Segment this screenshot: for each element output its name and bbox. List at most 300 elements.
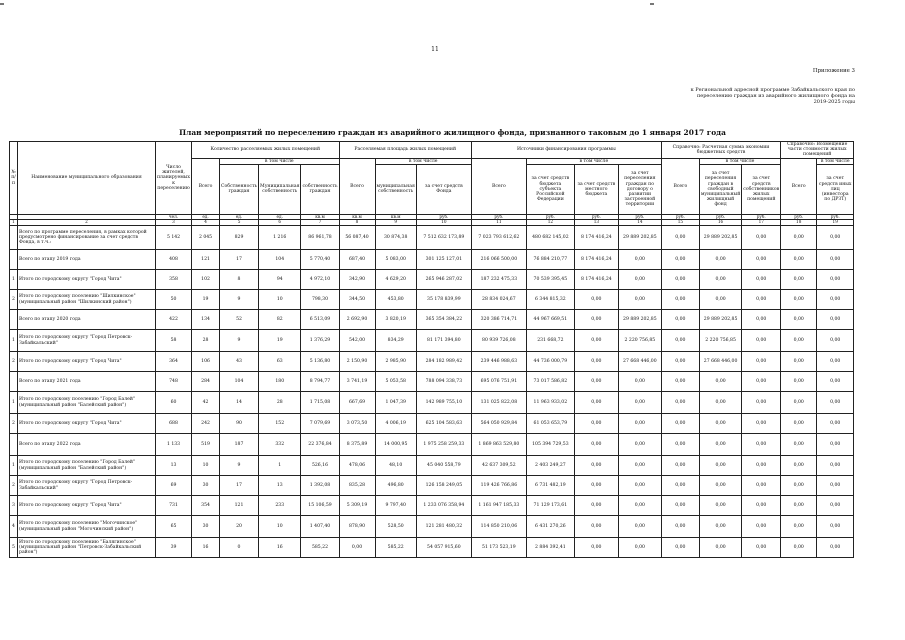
column-number-cell: 1 [10, 220, 18, 226]
value-cell: 687,40 [339, 250, 375, 270]
value-cell: 13 [156, 456, 192, 476]
value-cell: 0 [220, 538, 259, 558]
value-cell: 142 989 755,10 [416, 392, 471, 414]
table-row [10, 310, 854, 330]
row-number-cell: 1 [10, 330, 18, 352]
value-cell: 9 [220, 456, 259, 476]
value-cell: 104 [220, 372, 259, 392]
value-cell: 0,00 [618, 290, 661, 310]
unit-cell: кв.м [339, 214, 375, 220]
row-name-cell: Итого по городскому поселению "Город Балей" (муниципальный район "Балейский район") [18, 456, 156, 476]
value-cell: 0,00 [661, 392, 699, 414]
column-number-cell: 19 [817, 220, 854, 226]
document-title: План мероприятий по переселению граждан из аварийного жилищного фонда, признанного таковым до 1 января 2017 года [179, 128, 726, 137]
row-name-cell: Всего по этапу 2020 года [18, 310, 156, 330]
header-area-own: собственность граждан [301, 164, 339, 214]
value-cell: 43 [220, 352, 259, 372]
value-cell: 0,00 [574, 310, 618, 330]
value-cell: 0,00 [699, 496, 741, 516]
row-number-cell [10, 310, 18, 330]
column-number-cell: 10 [416, 220, 471, 226]
value-cell: 126 158 249,05 [416, 476, 471, 496]
column-number-cell: 16 [699, 220, 741, 226]
row-name-cell: Итого по городскому округу "Город Петровск-Забайкальский" [18, 476, 156, 496]
value-cell: 788 094 338,73 [416, 372, 471, 392]
value-cell: 0,00 [742, 372, 781, 392]
value-cell: 6 431 270,26 [526, 516, 574, 538]
value-cell: 1 047,39 [375, 392, 416, 414]
table-row [10, 538, 854, 558]
column-number-cell: 5 [220, 220, 259, 226]
value-cell: 0,00 [699, 538, 741, 558]
value-cell: 54 057 915,60 [416, 538, 471, 558]
value-cell: 2 403 249,27 [526, 456, 574, 476]
header-comp-b: за счет средств иных лиц (инвестора по ДРЗТ) [817, 164, 854, 214]
value-cell: 56 087,40 [339, 226, 375, 250]
value-cell: 320 386 714,71 [471, 310, 526, 330]
value-cell: 30 874,38 [375, 226, 416, 250]
row-name-cell: Итого по городскому округу "Город Чита" [18, 270, 156, 290]
value-cell: 29 889 202,85 [618, 226, 661, 250]
value-cell: 5 083,00 [375, 250, 416, 270]
column-number-cell: 15 [661, 220, 699, 226]
unit-cell: чел. [156, 214, 192, 220]
value-cell: 0,00 [742, 434, 781, 456]
value-cell: 0,00 [781, 496, 817, 516]
value-cell: 0,00 [742, 456, 781, 476]
value-cell: 585,22 [375, 538, 416, 558]
value-cell: 0,00 [661, 434, 699, 456]
value-cell: 0,00 [742, 290, 781, 310]
value-cell: 0,00 [574, 290, 618, 310]
header-funding-group: Источники финансирования программы [471, 142, 661, 159]
value-cell: 10 [259, 516, 301, 538]
value-cell: 0,00 [574, 330, 618, 352]
value-cell: 30 [192, 476, 220, 496]
row-number-cell [10, 372, 18, 392]
value-cell: 2 150,90 [339, 352, 375, 372]
value-cell: 1 975 258 259,33 [416, 434, 471, 456]
value-cell: 51 173 523,19 [471, 538, 526, 558]
value-cell: 5 770,40 [301, 250, 339, 270]
value-cell: 0,00 [661, 290, 699, 310]
value-cell: 5 142 [156, 226, 192, 250]
unit-cell: руб. [699, 214, 741, 220]
value-cell: 0,00 [661, 250, 699, 270]
row-number-cell: 5 [10, 538, 18, 558]
scan-mark-left [0, 3, 4, 5]
value-cell: 0,00 [781, 250, 817, 270]
header-fund-local: за счет средств местного бюджета [574, 164, 618, 214]
value-cell: 0,00 [661, 414, 699, 434]
table-row [10, 392, 854, 414]
value-cell: 14 [220, 392, 259, 414]
value-cell: 0,00 [781, 270, 817, 290]
value-cell: 2 692,90 [339, 310, 375, 330]
value-cell: 564 050 929,84 [471, 414, 526, 434]
row-name-cell: Итого по городскому округу "Город Чита" [18, 496, 156, 516]
value-cell: 798,30 [301, 290, 339, 310]
value-cell: 748 [156, 372, 192, 392]
value-cell: 453,80 [375, 290, 416, 310]
value-cell: 667,69 [339, 392, 375, 414]
value-cell: 0,00 [618, 414, 661, 434]
value-cell: 69 [156, 476, 192, 496]
value-cell: 8 174 416,24 [574, 250, 618, 270]
table-row [10, 250, 854, 270]
value-cell: 81 171 394,80 [416, 330, 471, 352]
row-name-cell: Всего по этапу 2019 года [18, 250, 156, 270]
value-cell: 63 [259, 352, 301, 372]
value-cell: 231 668,72 [526, 330, 574, 352]
value-cell: 114 850 210,06 [471, 516, 526, 538]
value-cell: 265 946 287,02 [416, 270, 471, 290]
header-fund-incl: в том числе [526, 158, 661, 164]
value-cell: 0,00 [661, 270, 699, 290]
value-cell: 0,00 [661, 372, 699, 392]
value-cell: 0,00 [742, 414, 781, 434]
value-cell: 73 017 586,82 [526, 372, 574, 392]
value-cell: 0,00 [699, 372, 741, 392]
value-cell: 29 889 202,85 [699, 226, 741, 250]
table-body [10, 226, 854, 558]
value-cell: 0,00 [817, 434, 854, 456]
value-cell: 0,00 [618, 456, 661, 476]
value-cell: 2 220 756,85 [699, 330, 741, 352]
value-cell: 233 [259, 496, 301, 516]
value-cell: 0,00 [817, 330, 854, 352]
value-cell: 1 [259, 456, 301, 476]
header-calc-b: за счет переселения граждан в свободный муниципальный жилищный фонд [699, 164, 741, 214]
value-cell: 106 [192, 352, 220, 372]
value-cell: 408 [156, 250, 192, 270]
value-cell: 39 [156, 538, 192, 558]
appendix-label: Приложение 3 [812, 68, 855, 74]
header-ref-calc-group: Справочно: Расчетная сумма экономии бюджетных средств [661, 142, 780, 159]
header-rooms-own: Собственность граждан [220, 164, 259, 214]
value-cell: 0,00 [817, 290, 854, 310]
value-cell: 526,16 [301, 456, 339, 476]
row-name-cell: Итого по городскому поселению "Город Балей" (муниципальный район "Балейский район") [18, 392, 156, 414]
value-cell: 2 985,90 [375, 352, 416, 372]
row-number-cell [10, 434, 18, 456]
value-cell: 2 220 756,85 [618, 330, 661, 352]
value-cell: 0,00 [781, 538, 817, 558]
value-cell: 119 426 766,86 [471, 476, 526, 496]
column-number-cell: 4 [192, 220, 220, 226]
value-cell: 17 [220, 476, 259, 496]
value-cell: 1 407,40 [301, 516, 339, 538]
value-cell: 342,90 [339, 270, 375, 290]
row-name-cell: Итого по городскому округу "Город Чита" [18, 414, 156, 434]
value-cell: 131 025 822,08 [471, 392, 526, 414]
row-number-cell: 2 [10, 290, 18, 310]
row-name-cell: Всего по этапу 2021 года [18, 372, 156, 392]
table-row [10, 434, 854, 456]
value-cell: 0,00 [742, 392, 781, 414]
value-cell: 0,00 [618, 538, 661, 558]
value-cell: 121 [220, 496, 259, 516]
value-cell: 50 [156, 290, 192, 310]
value-cell: 0,00 [742, 476, 781, 496]
value-cell: 0,00 [618, 434, 661, 456]
unit-cell: руб. [574, 214, 618, 220]
unit-cell: руб. [661, 214, 699, 220]
row-name-cell: Итого по городскому округу "Город Чита" [18, 352, 156, 372]
value-cell: 0,00 [817, 414, 854, 434]
value-cell: 0,00 [699, 392, 741, 414]
table-row [10, 414, 854, 434]
value-cell: 0,00 [574, 352, 618, 372]
value-cell: 1 233 076 358,94 [416, 496, 471, 516]
value-cell: 58 [156, 330, 192, 352]
value-cell: 86 961,78 [301, 226, 339, 250]
value-cell: 0,00 [339, 538, 375, 558]
value-cell: 0,00 [618, 372, 661, 392]
value-cell: 422 [156, 310, 192, 330]
value-cell: 0,00 [742, 496, 781, 516]
value-cell: 82 [259, 310, 301, 330]
value-cell: 71 129 173,61 [526, 496, 574, 516]
table-row [10, 330, 854, 352]
column-number-cell: 18 [781, 220, 817, 226]
value-cell: 9 [220, 290, 259, 310]
header-fund-subject: за счет средств бюджета субъекта Российской Федерации [526, 164, 574, 214]
value-cell: 0,00 [781, 372, 817, 392]
unit-cell: руб. [742, 214, 781, 220]
value-cell: 365 354 384,22 [416, 310, 471, 330]
value-cell: 0,00 [781, 310, 817, 330]
value-cell: 0,00 [574, 516, 618, 538]
value-cell: 0,00 [699, 250, 741, 270]
resettlement-plan-table [9, 141, 854, 558]
header-comp-a: за счет средств собственников жилых помещений [742, 164, 781, 214]
value-cell: 528,50 [375, 516, 416, 538]
value-cell: 27 668 446,00 [618, 352, 661, 372]
value-cell: 0,00 [742, 352, 781, 372]
value-cell: 0,00 [699, 290, 741, 310]
value-cell: 0,00 [817, 250, 854, 270]
value-cell: 152 [259, 414, 301, 434]
value-cell: 0,00 [781, 392, 817, 414]
value-cell: 28 [192, 330, 220, 352]
value-cell: 187 232 475,33 [471, 270, 526, 290]
value-cell: 22 376,84 [301, 434, 339, 456]
value-cell: 496,80 [375, 476, 416, 496]
header-area-total: Всего [339, 158, 375, 214]
unit-cell: руб. [618, 214, 661, 220]
row-name-cell: Итого по городскому поселению "Шилкинское" (муниципальный район "Шилкинский район") [18, 290, 156, 310]
header-area-group: Расселяемая площадь жилых помещений [339, 142, 471, 159]
value-cell: 4 629,20 [375, 270, 416, 290]
unit-cell: руб. [526, 214, 574, 220]
value-cell: 0,00 [781, 330, 817, 352]
header-residents: Число жителей, планируемых к переселению [156, 142, 192, 215]
value-cell: 0,00 [817, 538, 854, 558]
value-cell: 80 939 726,08 [471, 330, 526, 352]
value-cell: 6 731 482,19 [526, 476, 574, 496]
row-name-cell: Итого по городскому поселению "Балягинское" (муниципальный район "Петровск-Забайкальский район") [18, 538, 156, 558]
value-cell: 9 [220, 330, 259, 352]
value-cell: 45 040 558,79 [416, 456, 471, 476]
value-cell: 829 [220, 226, 259, 250]
row-number-cell: 2 [10, 414, 18, 434]
value-cell: 585,22 [301, 538, 339, 558]
table-row [10, 496, 854, 516]
value-cell: 29 889 202,85 [618, 310, 661, 330]
value-cell: 30 [192, 516, 220, 538]
value-cell: 3 073,50 [339, 414, 375, 434]
value-cell: 20 [220, 516, 259, 538]
value-cell: 332 [259, 434, 301, 456]
value-cell: 70 539 395,45 [526, 270, 574, 290]
value-cell: 102 [192, 270, 220, 290]
value-cell: 7 512 632 173,89 [416, 226, 471, 250]
value-cell: 1 869 863 529,80 [471, 434, 526, 456]
header-fund-total: Всего [471, 158, 526, 214]
value-cell: 180 [259, 372, 301, 392]
value-cell: 3 741,19 [339, 372, 375, 392]
value-cell: 0,00 [699, 270, 741, 290]
row-number-cell: 2 [10, 352, 18, 372]
value-cell: 0,00 [781, 226, 817, 250]
value-cell: 14 000,95 [375, 434, 416, 456]
header-rooms-incl: в том числе [220, 158, 339, 164]
program-reference: к Региональной адресной программе Забайкальского края по переселению граждан из аварийного жилищного фонда на 2019-2025 годы [690, 87, 855, 106]
header-rooms-total: Всего [192, 158, 220, 214]
value-cell: 8 375,89 [339, 434, 375, 456]
row-number-cell: 1 [10, 456, 18, 476]
column-number-cell: 3 [156, 220, 192, 226]
value-cell: 11 963 933,02 [526, 392, 574, 414]
value-cell: 76 884 210,77 [526, 250, 574, 270]
table-row [10, 372, 854, 392]
value-cell: 6 513,09 [301, 310, 339, 330]
value-cell: 5 309,19 [339, 496, 375, 516]
value-cell: 0,00 [618, 270, 661, 290]
value-cell: 239 446 988,63 [471, 352, 526, 372]
value-cell: 19 [192, 290, 220, 310]
value-cell: 0,00 [817, 392, 854, 414]
value-cell: 105 394 729,53 [526, 434, 574, 456]
table-row [10, 476, 854, 496]
column-number-cell: 13 [574, 220, 618, 226]
value-cell: 0,00 [699, 434, 741, 456]
value-cell: 28 [259, 392, 301, 414]
column-number-cell: 17 [742, 220, 781, 226]
value-cell: 0,00 [781, 290, 817, 310]
value-cell: 61 053 653,79 [526, 414, 574, 434]
table-row [10, 270, 854, 290]
value-cell: 17 [220, 250, 259, 270]
value-cell: 0,00 [817, 496, 854, 516]
value-cell: 9 797,40 [375, 496, 416, 516]
value-cell: 0,00 [661, 516, 699, 538]
value-cell: 42 [192, 392, 220, 414]
value-cell: 1 133 [156, 434, 192, 456]
value-cell: 542,00 [339, 330, 375, 352]
value-cell: 0,00 [817, 456, 854, 476]
value-cell: 0,00 [817, 270, 854, 290]
unit-cell: руб. [781, 214, 817, 220]
value-cell: 0,00 [742, 270, 781, 290]
row-number-cell: 2 [10, 476, 18, 496]
value-cell: 1 216 [259, 226, 301, 250]
value-cell: 0,00 [781, 434, 817, 456]
value-cell: 104 [259, 250, 301, 270]
value-cell: 0,00 [661, 476, 699, 496]
row-number-cell [10, 250, 18, 270]
value-cell: 1 161 947 185,33 [471, 496, 526, 516]
value-cell: 0,00 [618, 476, 661, 496]
value-cell: 29 889 202,85 [699, 310, 741, 330]
scan-mark-center [650, 3, 654, 5]
value-cell: 0,00 [574, 414, 618, 434]
value-cell: 0,00 [661, 226, 699, 250]
value-cell: 134 [192, 310, 220, 330]
value-cell: 0,00 [742, 516, 781, 538]
value-cell: 0,00 [817, 226, 854, 250]
value-cell: 42 637 309,52 [471, 456, 526, 476]
value-cell: 27 668 446,00 [699, 352, 741, 372]
unit-cell: руб. [471, 214, 526, 220]
value-cell: 7 023 793 612,62 [471, 226, 526, 250]
value-cell: 358 [156, 270, 192, 290]
value-cell: 10 [192, 456, 220, 476]
value-cell: 13 [259, 476, 301, 496]
value-cell: 478,06 [339, 456, 375, 476]
column-number-cell: 8 [339, 220, 375, 226]
value-cell: 0,00 [661, 538, 699, 558]
column-number-cell: 12 [526, 220, 574, 226]
value-cell: 0,00 [661, 310, 699, 330]
value-cell: 0,00 [742, 250, 781, 270]
value-cell: 0,00 [742, 538, 781, 558]
value-cell: 0,00 [781, 414, 817, 434]
unit-cell: руб. [416, 214, 471, 220]
value-cell: 364 [156, 352, 192, 372]
value-cell: 44 736 000,79 [526, 352, 574, 372]
value-cell: 0,00 [742, 330, 781, 352]
value-cell: 0,00 [817, 476, 854, 496]
value-cell: 90 [220, 414, 259, 434]
value-cell: 35 178 839,99 [416, 290, 471, 310]
unit-cell: ед. [259, 214, 301, 220]
header-calc-incl: в том числе [699, 158, 780, 164]
value-cell: 0,00 [817, 372, 854, 392]
value-cell: 0,00 [574, 392, 618, 414]
value-cell: 19 [259, 330, 301, 352]
value-cell: 8 174 416,24 [574, 270, 618, 290]
value-cell: 0,00 [661, 330, 699, 352]
value-cell: 1 376,29 [301, 330, 339, 352]
row-name-cell: Итого по городскому округу "Город Петровск-Забайкальский" [18, 330, 156, 352]
column-number-cell: 7 [301, 220, 339, 226]
value-cell: 10 [259, 290, 301, 310]
value-cell: 0,00 [781, 516, 817, 538]
value-cell: 0,00 [661, 352, 699, 372]
value-cell: 344,50 [339, 290, 375, 310]
value-cell: 8 [220, 270, 259, 290]
value-cell: 0,00 [699, 456, 741, 476]
unit-cell: ед. [192, 214, 220, 220]
value-cell: 8 174 416,24 [574, 226, 618, 250]
page-number: 11 [431, 46, 439, 53]
unit-cell: кв.м [301, 214, 339, 220]
unit-cell: кв.м [375, 214, 416, 220]
column-number-cell: 14 [618, 220, 661, 226]
value-cell: 5 136,80 [301, 352, 339, 372]
